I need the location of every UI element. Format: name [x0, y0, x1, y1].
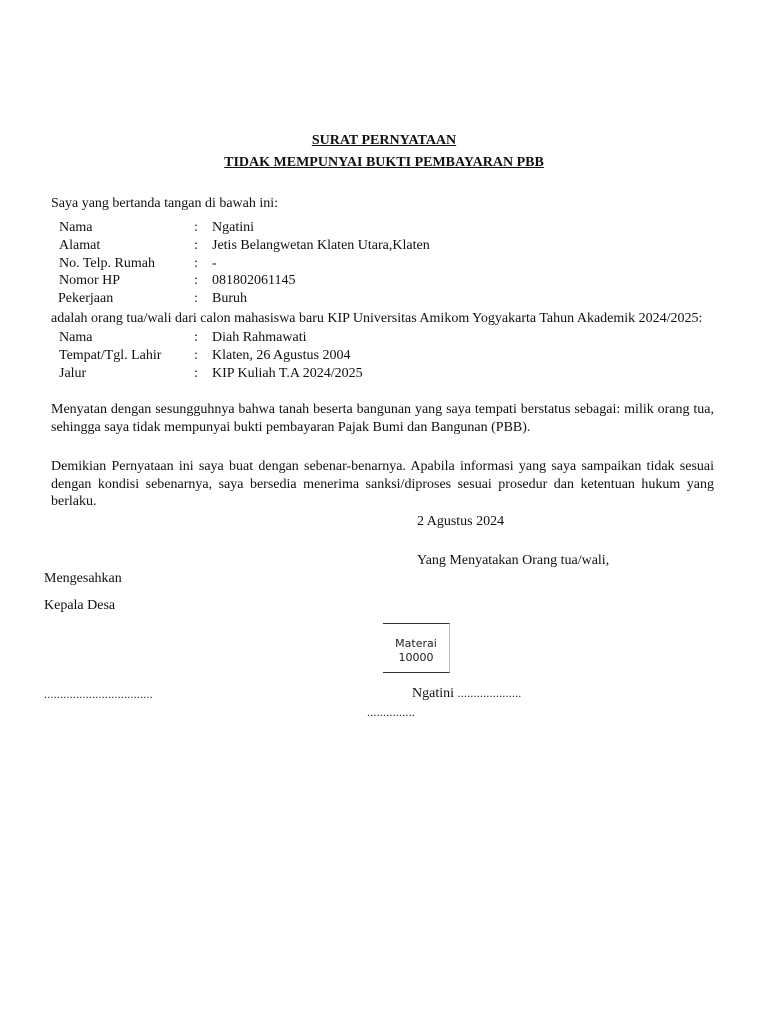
field-value: KIP Kuliah T.A 2024/2025 [212, 366, 363, 381]
signer-label: Yang Menyatakan Orang tua/wali, [417, 553, 610, 568]
signer-dots-continued: ............... [367, 705, 415, 719]
signer-dots: .................... [457, 686, 522, 700]
field-label: Nama [59, 330, 93, 345]
validator-title: Kepala Desa [44, 598, 116, 613]
field-value: Ngatini [212, 220, 254, 235]
signer-name-line [412, 686, 522, 702]
field-colon: : [194, 273, 198, 288]
field-value: Diah Rahmawati [212, 330, 307, 345]
field-value: Klaten, 26 Agustus 2004 [212, 348, 351, 363]
field-value: 081802061145 [212, 273, 296, 288]
statement-paragraph: Menyatan dengan sesungguhnya bahwa tanah beserta bangunan yang saya tempati berstatus sebagai: milik orang tua, sehingga saya tidak mempunyai bukti pembayaran Pajak Bumi dan Bangunan (PBB). [51, 402, 714, 435]
field-colon: : [194, 348, 198, 363]
materai-stamp [383, 623, 450, 673]
field-colon: : [194, 366, 198, 381]
field-colon: : [194, 238, 198, 253]
document-title: SURAT PERNYATAAN [311, 133, 457, 148]
materai-label: Materai [395, 637, 437, 650]
signer-name: Ngatini [412, 686, 454, 701]
document-subtitle: TIDAK MEMPUNYAI BUKTI PEMBAYARAN PBB [224, 155, 544, 170]
intro-text: Saya yang bertanda tangan di bawah ini: [51, 196, 279, 211]
field-label: Pekerjaan [58, 291, 114, 306]
relation-text: adalah orang tua/wali dari calon mahasiswa baru KIP Universitas Amikom Yogyakarta Tahun Akademik 2024/2025: [51, 311, 703, 326]
field-colon: : [194, 220, 198, 235]
field-colon: : [194, 291, 198, 306]
materai-value: 10000 [398, 651, 434, 664]
field-value: Jetis Belangwetan Klaten Utara,Klaten [212, 238, 430, 253]
field-label: No. Telp. Rumah [59, 256, 155, 271]
field-value: - [212, 256, 217, 271]
field-label: Nama [59, 220, 93, 235]
validator-signature-line: .................................. [44, 687, 153, 701]
field-label: Alamat [59, 238, 101, 253]
field-label: Jalur [59, 366, 87, 381]
closing-paragraph: Demikian Pernyataan ini saya buat dengan sebenar-benarnya. Apabila informasi yang saya sampaikan tidak sesuai dengan kondisi sebenarnya, saya bersedia menerima sanksi/diproses sesuai prosedur dan ketentuan hukum yang berlaku. [51, 459, 714, 509]
validator-label: Mengesahkan [44, 571, 122, 586]
date-text: 2 Agustus 2024 [417, 514, 505, 529]
field-value: Buruh [212, 291, 247, 306]
field-label: Nomor HP [59, 273, 121, 288]
field-colon: : [194, 256, 198, 271]
field-colon: : [194, 330, 198, 345]
field-label: Tempat/Tgl. Lahir [59, 348, 162, 363]
